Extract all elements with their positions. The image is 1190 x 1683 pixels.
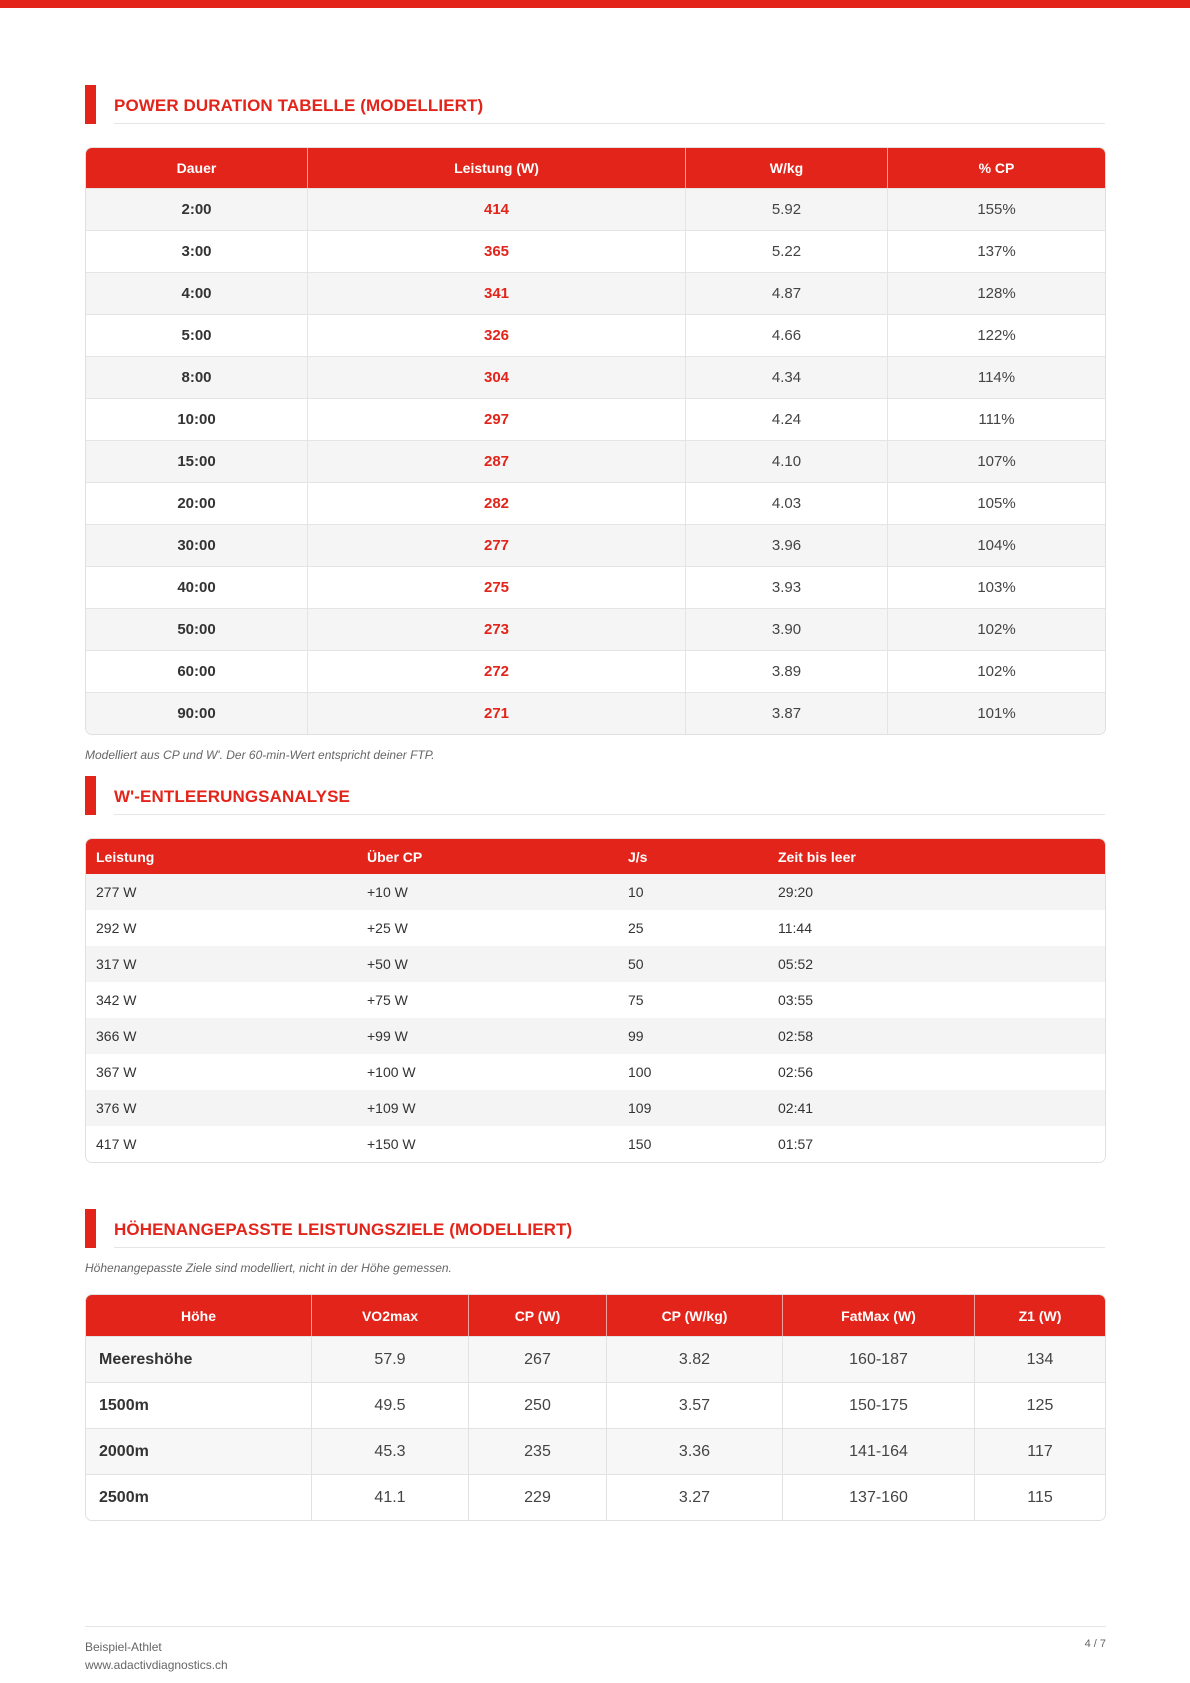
table-cell: 272	[308, 650, 686, 692]
table-cell: 3.36	[607, 1428, 783, 1474]
w-prime-title: W'-ENTLEERUNGSANALYSE	[114, 787, 350, 806]
table-cell: +150 W	[357, 1126, 618, 1162]
table-cell: Meereshöhe	[86, 1336, 312, 1382]
table-cell: 115	[975, 1474, 1105, 1520]
table-cell: 4.66	[686, 314, 888, 356]
table-cell: 41.1	[312, 1474, 469, 1520]
table-cell: 05:52	[768, 946, 1105, 982]
table-cell: 3.96	[686, 524, 888, 566]
footer-website: www.adactivdiagnostics.ch	[85, 1658, 228, 1672]
table-cell: +25 W	[357, 910, 618, 946]
table-cell: 3.89	[686, 650, 888, 692]
table-cell: 160-187	[783, 1336, 975, 1382]
section-rule	[114, 1247, 1105, 1248]
table-cell: 341	[308, 272, 686, 314]
table-cell: 111%	[888, 398, 1105, 440]
table-cell: 342 W	[86, 982, 357, 1018]
table-cell: 137-160	[783, 1474, 975, 1520]
table-header-row	[86, 148, 1105, 188]
table-cell: 277 W	[86, 874, 357, 910]
table-cell: 317 W	[86, 946, 357, 982]
section-rule	[114, 123, 1105, 124]
section-accent-bar	[85, 776, 96, 815]
table-cell: 3.82	[607, 1336, 783, 1382]
table-cell: 141-164	[783, 1428, 975, 1474]
table-cell: 4.87	[686, 272, 888, 314]
table-row	[86, 1474, 1105, 1520]
table-cell: 107%	[888, 440, 1105, 482]
table-cell: 50	[618, 946, 768, 982]
table-cell: 292 W	[86, 910, 357, 946]
table-cell: 03:55	[768, 982, 1105, 1018]
table-row	[86, 910, 1105, 946]
section-accent-bar	[85, 85, 96, 124]
table-cell: 271	[308, 692, 686, 734]
table-cell: 229	[469, 1474, 607, 1520]
table-cell: 109	[618, 1090, 768, 1126]
table-row	[86, 1090, 1105, 1126]
column-header-zeit-bis-leer: Zeit bis leer	[768, 839, 1105, 874]
table-cell: 4.03	[686, 482, 888, 524]
table-cell: 282	[308, 482, 686, 524]
power-duration-title: POWER DURATION TABELLE (MODELLIERT)	[114, 96, 484, 115]
table-cell: 117	[975, 1428, 1105, 1474]
table-cell: 102%	[888, 608, 1105, 650]
table-cell: 4.10	[686, 440, 888, 482]
table-cell: 2:00	[86, 188, 308, 230]
table-cell: 417 W	[86, 1126, 357, 1162]
section-rule	[114, 814, 1105, 815]
column-header-ueber-cp: Über CP	[357, 839, 618, 874]
table-row	[86, 1336, 1105, 1382]
power-duration-table	[85, 147, 1106, 735]
table-cell: 10:00	[86, 398, 308, 440]
footer-rule	[85, 1626, 1106, 1627]
table-cell: 15:00	[86, 440, 308, 482]
table-cell: +100 W	[357, 1054, 618, 1090]
footer-left	[85, 1638, 228, 1674]
table-cell: 125	[975, 1382, 1105, 1428]
table-cell: 150-175	[783, 1382, 975, 1428]
table-cell: 49.5	[312, 1382, 469, 1428]
table-cell: +109 W	[357, 1090, 618, 1126]
table-row	[86, 874, 1105, 910]
column-header-leistung: Leistung (W)	[308, 148, 686, 188]
table-row	[86, 608, 1105, 650]
altitude-note: Höhenangepasste Ziele sind modelliert, nicht in der Höhe gemessen.	[85, 1261, 452, 1275]
table-cell: 75	[618, 982, 768, 1018]
column-header-hoehe: Höhe	[86, 1295, 312, 1336]
table-cell: 10	[618, 874, 768, 910]
table-cell: 114%	[888, 356, 1105, 398]
column-header-z1: Z1 (W)	[975, 1295, 1105, 1336]
table-cell: 105%	[888, 482, 1105, 524]
column-header-vo2max: VO2max	[312, 1295, 469, 1336]
altitude-table	[85, 1294, 1106, 1521]
table-row	[86, 1382, 1105, 1428]
table-cell: 11:44	[768, 910, 1105, 946]
power-duration-note: Modelliert aus CP und W'. Der 60-min-Wert entspricht deiner FTP.	[85, 748, 435, 762]
table-cell: 102%	[888, 650, 1105, 692]
table-cell: 5:00	[86, 314, 308, 356]
footer-athlete-name: Beispiel-Athlet	[85, 1640, 162, 1654]
table-cell: 273	[308, 608, 686, 650]
table-row	[86, 188, 1105, 230]
table-row	[86, 524, 1105, 566]
table-cell: 103%	[888, 566, 1105, 608]
table-cell: 367 W	[86, 1054, 357, 1090]
column-header-fatmax: FatMax (W)	[783, 1295, 975, 1336]
table-cell: +50 W	[357, 946, 618, 982]
table-cell: 29:20	[768, 874, 1105, 910]
table-cell: 02:56	[768, 1054, 1105, 1090]
column-header-cp-w: CP (W)	[469, 1295, 607, 1336]
table-cell: 365	[308, 230, 686, 272]
table-cell: 134	[975, 1336, 1105, 1382]
table-row	[86, 566, 1105, 608]
table-cell: 5.22	[686, 230, 888, 272]
table-cell: 57.9	[312, 1336, 469, 1382]
table-cell: 275	[308, 566, 686, 608]
table-row	[86, 946, 1105, 982]
table-cell: 287	[308, 440, 686, 482]
column-header-dauer: Dauer	[86, 148, 308, 188]
table-cell: 250	[469, 1382, 607, 1428]
table-header-row	[86, 839, 1105, 874]
table-cell: 5.92	[686, 188, 888, 230]
table-cell: +99 W	[357, 1018, 618, 1054]
table-cell: 02:58	[768, 1018, 1105, 1054]
table-row	[86, 398, 1105, 440]
table-cell: 235	[469, 1428, 607, 1474]
table-row	[86, 314, 1105, 356]
table-cell: 3.87	[686, 692, 888, 734]
table-cell: 90:00	[86, 692, 308, 734]
table-cell: 3.57	[607, 1382, 783, 1428]
table-row	[86, 692, 1105, 734]
table-cell: 60:00	[86, 650, 308, 692]
column-header-leistung: Leistung	[86, 839, 357, 874]
table-cell: 104%	[888, 524, 1105, 566]
table-row	[86, 1428, 1105, 1474]
table-cell: 1500m	[86, 1382, 312, 1428]
w-prime-table	[85, 838, 1106, 1163]
table-cell: 366 W	[86, 1018, 357, 1054]
table-cell: 304	[308, 356, 686, 398]
table-cell: 40:00	[86, 566, 308, 608]
table-cell: 3.90	[686, 608, 888, 650]
column-header-cp-wkg: CP (W/kg)	[607, 1295, 783, 1336]
table-cell: 100	[618, 1054, 768, 1090]
table-cell: 4.34	[686, 356, 888, 398]
table-cell: 45.3	[312, 1428, 469, 1474]
table-cell: 2500m	[86, 1474, 312, 1520]
table-row	[86, 1126, 1105, 1162]
column-header-pct-cp: % CP	[888, 148, 1105, 188]
table-row	[86, 1054, 1105, 1090]
top-accent-bar	[0, 0, 1190, 8]
table-cell: 3.93	[686, 566, 888, 608]
table-row	[86, 230, 1105, 272]
table-cell: +10 W	[357, 874, 618, 910]
table-row	[86, 356, 1105, 398]
table-row	[86, 650, 1105, 692]
footer-page-number: 4 / 7	[1084, 1638, 1106, 1650]
table-cell: 30:00	[86, 524, 308, 566]
table-cell: 128%	[888, 272, 1105, 314]
table-row	[86, 272, 1105, 314]
table-cell: 122%	[888, 314, 1105, 356]
table-cell: 101%	[888, 692, 1105, 734]
table-cell: 25	[618, 910, 768, 946]
table-cell: +75 W	[357, 982, 618, 1018]
table-cell: 277	[308, 524, 686, 566]
table-row	[86, 982, 1105, 1018]
table-header-row	[86, 1295, 1105, 1336]
table-cell: 2000m	[86, 1428, 312, 1474]
table-cell: 297	[308, 398, 686, 440]
table-row	[86, 482, 1105, 524]
table-cell: 150	[618, 1126, 768, 1162]
table-cell: 376 W	[86, 1090, 357, 1126]
table-cell: 137%	[888, 230, 1105, 272]
table-cell: 3.27	[607, 1474, 783, 1520]
altitude-title: HÖHENANGEPASSTE LEISTUNGSZIELE (MODELLIERT)	[114, 1220, 573, 1239]
table-cell: 8:00	[86, 356, 308, 398]
table-cell: 99	[618, 1018, 768, 1054]
table-cell: 50:00	[86, 608, 308, 650]
table-cell: 4.24	[686, 398, 888, 440]
table-cell: 326	[308, 314, 686, 356]
column-header-js: J/s	[618, 839, 768, 874]
table-cell: 155%	[888, 188, 1105, 230]
table-cell: 01:57	[768, 1126, 1105, 1162]
section-accent-bar	[85, 1209, 96, 1248]
table-cell: 3:00	[86, 230, 308, 272]
table-row	[86, 1018, 1105, 1054]
table-row	[86, 440, 1105, 482]
table-cell: 4:00	[86, 272, 308, 314]
column-header-wkg: W/kg	[686, 148, 888, 188]
table-cell: 414	[308, 188, 686, 230]
table-cell: 02:41	[768, 1090, 1105, 1126]
table-cell: 20:00	[86, 482, 308, 524]
table-cell: 267	[469, 1336, 607, 1382]
